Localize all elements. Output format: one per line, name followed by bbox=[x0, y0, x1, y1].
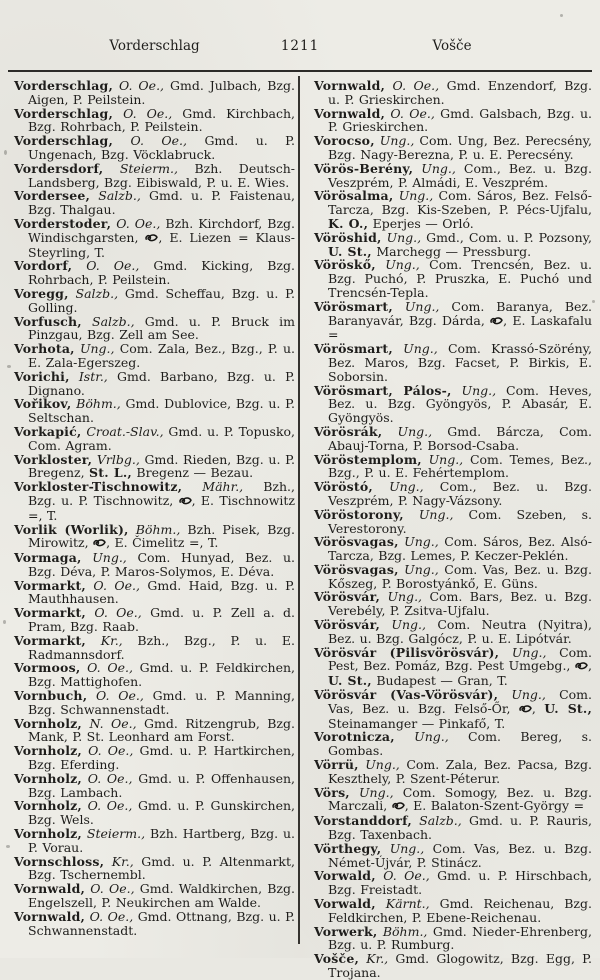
entry-region: O. Oe., bbox=[80, 660, 133, 676]
entry-region: Ung., bbox=[380, 617, 426, 633]
entry-headword: Vornwald, bbox=[14, 908, 86, 924]
entry-headword: Vorwerk, bbox=[314, 923, 378, 939]
entry-text: Gmd. u. P. Ungenach, Bzg. Vöcklabruck. bbox=[28, 133, 296, 162]
entry-headword: Vornschloss, bbox=[14, 853, 105, 869]
entry-text: Com. Heves, Bez. u. Bzg. Gyöngyös, P. Abasár, E. Gyöngyös. bbox=[328, 382, 593, 426]
gazetteer-entry bbox=[14, 551, 295, 579]
entry-text: Gmd. Waldkirchen, Bzg. Engelszell, P. Neukirchen am Walde. bbox=[28, 881, 295, 911]
entry-headword: Vošče, bbox=[314, 951, 360, 967]
entry-headword: Vörösvár, bbox=[314, 617, 381, 633]
entry-region: Böhm., bbox=[377, 923, 428, 939]
gazetteer-entry bbox=[314, 134, 592, 162]
entry-text: Bzh. Hartberg, Bzg. u. P. Vorau. bbox=[28, 826, 295, 855]
entry-headword: U. St., bbox=[328, 243, 372, 259]
gazetteer-entry bbox=[14, 606, 295, 634]
entry-region: O. Oe., bbox=[82, 798, 133, 814]
entry-region: Ung., bbox=[374, 133, 415, 149]
entry-headword: Vornholz, bbox=[14, 743, 82, 759]
posthorn-icon bbox=[93, 537, 106, 551]
entry-region: Ung., bbox=[380, 589, 423, 605]
entry-text: Gmd. u. P. Feldkirchen, Bzg. Mattighofen. bbox=[28, 660, 295, 690]
entry-text: Gmd. u. P. Faistenau, Bzg. Thalgau. bbox=[28, 188, 295, 218]
entry-region: Ung., bbox=[393, 188, 434, 204]
entry-headword: Vorderschlag, bbox=[14, 133, 114, 149]
entry-text: Com., Bez. u. Bzg. Veszprém, P. Nagy-Vázsony. bbox=[328, 479, 592, 508]
entry-region: Salzb., bbox=[81, 313, 135, 329]
entry-headword: Vörösmart, Pálos-, bbox=[314, 382, 452, 398]
entry-text: Marchegg — Pressburg. bbox=[371, 243, 532, 259]
entry-region: O. Oe., bbox=[113, 105, 173, 121]
entry-region: O. Oe., bbox=[375, 868, 430, 884]
entry-text: Com. Neutra (Nyitra), Bez. u. Bzg. Galgócz, P. u. E. Lipótvár. bbox=[328, 617, 592, 646]
gazetteer-entry bbox=[14, 634, 295, 662]
gazetteer-entry bbox=[14, 910, 295, 938]
entry-headword: Vordersee, bbox=[14, 188, 91, 204]
entry-headword: Vorkloster, bbox=[14, 451, 93, 467]
entry-headword: Vormoos, bbox=[14, 660, 81, 676]
entry-headword: Vörösvár (Vas-Vörösvár), bbox=[314, 687, 499, 703]
entry-region: O. Oe., bbox=[85, 908, 134, 924]
entry-headword: Vorstanddorf, bbox=[314, 813, 412, 829]
entry-text: Gmd. Bárcza, Com. Abauj-Torna, P. Borsod-Csaba. bbox=[328, 423, 592, 453]
column-divider-rule bbox=[298, 76, 300, 944]
entry-text: Gmd. Glogowitz, Bzg. Egg, P. Trojana. bbox=[328, 951, 592, 980]
gazetteer-entry bbox=[14, 689, 295, 717]
entry-headword: Vormarkt, bbox=[14, 605, 86, 621]
entry-text: Gmd. u. P. Bruck im Pinzgau, Bzg. Zell am See. bbox=[28, 313, 295, 343]
gazetteer-entry bbox=[314, 480, 592, 508]
entry-text: Gmd. Kicking, Bzg. Rohrbach, P. Peilstein. bbox=[28, 258, 295, 288]
entry-headword: Vörösmart, bbox=[314, 341, 393, 357]
gazetteer-entry bbox=[314, 258, 592, 299]
entry-headword: Vorderschlag, bbox=[14, 105, 114, 121]
entry-region: Ung., bbox=[382, 423, 433, 439]
entry-region: Ung., bbox=[372, 479, 424, 495]
gazetteer-entry bbox=[14, 523, 295, 552]
entry-region: Vrlbg., bbox=[92, 451, 140, 467]
gazetteer-entry bbox=[314, 842, 592, 870]
entry-region: Steierm., bbox=[82, 826, 146, 842]
entry-region: O. Oe., bbox=[385, 78, 440, 93]
entry-headword: Vorocso, bbox=[314, 133, 375, 149]
posthorn-icon bbox=[179, 495, 192, 509]
gazetteer-entry bbox=[314, 758, 592, 786]
gazetteer-entry bbox=[14, 370, 295, 398]
gazetteer-entry bbox=[14, 772, 295, 800]
entry-text: Gmd. u. P. Topusko, Com. Agram. bbox=[28, 423, 296, 453]
scan-speck bbox=[6, 845, 10, 848]
gazetteer-entry bbox=[14, 744, 295, 772]
entry-text: Bregenz — Bezau. bbox=[131, 465, 254, 481]
gazetteer-entry bbox=[14, 189, 295, 217]
entry-text: , E. Liezen = Klaus-Steyrling, T. bbox=[28, 229, 296, 260]
entry-text: Bzh., Bzg., P. u. E. Radmannsdorf. bbox=[28, 632, 295, 662]
entry-text: Gmd. Haid, Bzg. u. P. Mauthhausen. bbox=[28, 577, 295, 607]
entry-region: O. Oe., bbox=[87, 688, 144, 704]
gazetteer-entry bbox=[14, 827, 295, 855]
entry-text: , bbox=[531, 700, 545, 716]
entry-headword: Vorkloster-Tischnowitz, bbox=[14, 479, 183, 495]
gazetteer-entry bbox=[14, 79, 295, 107]
entry-headword: Vörösvár (Pilisvörösvár), bbox=[314, 644, 500, 660]
entry-headword: Vormarkt, bbox=[14, 577, 86, 593]
entry-headword: U. St., bbox=[328, 673, 372, 689]
entry-region: O. Oe., bbox=[113, 78, 165, 93]
gazetteer-entry bbox=[314, 925, 592, 953]
entry-region: Ung., bbox=[498, 687, 546, 703]
entry-region: Ung., bbox=[358, 757, 400, 773]
entry-text: Bzh. Kirchdorf, Bzg. Windischgarsten, bbox=[28, 215, 296, 245]
entry-region: Salzb., bbox=[411, 813, 462, 829]
entry-headword: Vornholz, bbox=[14, 798, 82, 814]
entry-text: Com. Pest, Bez. Pomáz, Bzg. Pest Umgebg., bbox=[328, 644, 592, 674]
entry-region: Ung., bbox=[421, 451, 464, 467]
page-number: 1211 bbox=[280, 38, 320, 54]
entry-region: Ung., bbox=[81, 550, 127, 566]
scan-speck bbox=[592, 300, 595, 303]
gazetteer-entry bbox=[314, 535, 592, 563]
entry-region: Ung., bbox=[413, 160, 456, 176]
entry-headword: U. St., bbox=[544, 700, 592, 716]
gazetteer-entry bbox=[314, 453, 592, 481]
entry-headword: Vöröskő, bbox=[314, 257, 376, 273]
gazetteer-entry bbox=[314, 425, 592, 453]
entry-text: Gmd., Com. u. P. Pozsony, bbox=[421, 229, 593, 245]
entry-text: Gmd. u. P. Altenmarkt, Bzg. Tschernembl. bbox=[28, 853, 295, 883]
entry-region: Steierm., bbox=[103, 160, 178, 176]
entry-text: Gmd. Reichenau, Bzg. Feldkirchen, P. Ebene-Reichenau. bbox=[328, 896, 592, 925]
gazetteer-entry bbox=[14, 480, 295, 522]
entry-text: , E. Čimelitz =, T. bbox=[106, 535, 219, 551]
entry-text: Gmd. Nieder-Ehrenberg, Bzg. u. P. Rumburg. bbox=[328, 923, 592, 953]
entry-region: Ung., bbox=[392, 298, 440, 314]
entry-headword: Vorkapić, bbox=[14, 423, 82, 439]
gazetteer-entry bbox=[14, 717, 295, 745]
entry-region: O. Oe., bbox=[85, 577, 140, 593]
entry-region: Ung., bbox=[499, 644, 547, 660]
entry-region: Ung., bbox=[375, 257, 420, 273]
entry-region: O. Oe., bbox=[111, 215, 161, 231]
entry-text: Gmd. u. P. Manning, Bzg. Schwannenstadt. bbox=[28, 688, 295, 717]
gazetteer-entry bbox=[314, 300, 592, 342]
gazetteer-entry bbox=[314, 508, 592, 536]
entry-text: Gmd. Ottnang, Bzg. u. P. Schwannenstadt. bbox=[28, 908, 296, 938]
entry-region: Ung., bbox=[392, 341, 438, 357]
entry-region: Kr., bbox=[85, 632, 123, 648]
entry-region: O. Oe., bbox=[85, 605, 142, 621]
entry-region: Ung., bbox=[74, 341, 115, 357]
entry-headword: Vörs, bbox=[314, 784, 350, 800]
entry-text: Com. Zala, Bez., Bzg., P. u. E. Zala-Egerszeg. bbox=[28, 341, 296, 370]
gazetteer-entry bbox=[14, 342, 295, 370]
scan-speck bbox=[7, 365, 11, 368]
posthorn-icon bbox=[392, 800, 405, 814]
entry-headword: Vornholz, bbox=[14, 715, 82, 731]
entry-text: Gmd. Julbach, Bzg. Aigen, P. Peilstein. bbox=[28, 78, 295, 107]
entry-text: Eperjes — Orló. bbox=[368, 215, 474, 231]
gazetteer-entry bbox=[14, 453, 295, 481]
entry-headword: Vořikov, bbox=[14, 396, 72, 412]
entry-headword: Vöröstemplom, bbox=[314, 451, 422, 467]
entry-text: Gmd. u. P. Gunskirchen, Bzg. Wels. bbox=[28, 798, 296, 828]
entry-text: Gmd. Ritzengrub, Bzg. Mank, P. St. Leonhard am Forst. bbox=[28, 715, 295, 745]
entry-headword: Vorderstoder, bbox=[14, 215, 112, 231]
entry-region: Ung., bbox=[451, 382, 497, 398]
entry-headword: K. O., bbox=[328, 215, 369, 231]
entry-text: Bzh., Bzg. u. P. Tischnowitz, bbox=[28, 479, 295, 508]
entry-headword: Vorotnicza, bbox=[314, 729, 395, 745]
entry-headword: Vornwald, bbox=[314, 105, 386, 121]
gazetteer-entry bbox=[14, 425, 295, 453]
gazetteer-entry bbox=[14, 315, 295, 343]
entry-headword: Vöröshid, bbox=[314, 229, 382, 245]
entry-text: , E. Tischnowitz =, T. bbox=[28, 492, 295, 523]
entry-text: Com. Somogy, Bez. u. Bzg. Marczali, bbox=[328, 784, 592, 814]
entry-headword: Vöröstó, bbox=[314, 479, 373, 495]
header-left-keyword: Vorderschlag bbox=[109, 38, 200, 54]
entry-text: Com. Vas, Bez. u. Bzg. Kőszeg, P. Borostyánkő, E. Güns. bbox=[328, 561, 592, 591]
entry-region: Kr., bbox=[104, 853, 134, 869]
entry-headword: Vörös-Berény, bbox=[314, 160, 414, 176]
entry-text: Com. Baranya, Bez. Baranyavár, Bzg. Dárda, bbox=[328, 298, 592, 328]
gazetteer-entry bbox=[314, 79, 592, 107]
gazetteer-entry bbox=[14, 107, 295, 135]
entry-text: Gmd. Barbano, Bzg. u. P. Dignano. bbox=[28, 368, 295, 398]
gazetteer-entry bbox=[14, 882, 295, 910]
entry-region: Ung., bbox=[381, 229, 422, 245]
gazetteer-entry bbox=[314, 688, 592, 730]
entry-text: Steinamanger — Pinkafő, T. bbox=[328, 715, 506, 731]
entry-region: O. Oe., bbox=[72, 258, 140, 274]
entry-text: Com., Bez. u. Bzg. Veszprém, P. Almádi, E. Veszprém. bbox=[328, 160, 592, 190]
gazetteer-entry bbox=[314, 730, 592, 758]
entry-region: Böhm., bbox=[128, 521, 181, 537]
entry-region: O. Oe., bbox=[113, 133, 187, 149]
entry-headword: Voregg, bbox=[14, 285, 69, 301]
entry-text: Com. Sáros, Bez. Felső-Tarcza, Bzg. Kis-Szeben, P. Pécs-Ujfalu, bbox=[328, 188, 593, 218]
entry-headword: Vörösvagas, bbox=[314, 534, 399, 550]
entry-headword: Vorderschlag, bbox=[14, 78, 114, 93]
gazetteer-entry bbox=[14, 162, 295, 190]
entry-region: Mähr., bbox=[182, 479, 244, 495]
gazetteer-entry bbox=[314, 107, 592, 135]
scan-speck bbox=[3, 620, 6, 624]
entry-region: Kärnt., bbox=[375, 896, 430, 912]
gazetteer-entry bbox=[314, 869, 592, 897]
entry-text: Com. Vas, Bez. u. Bzg. Német-Újvár, P. Stinácz. bbox=[328, 840, 592, 870]
entry-headword: Vordersdorf, bbox=[14, 160, 104, 176]
gazetteer-entry bbox=[14, 397, 295, 425]
entry-headword: Vornholz, bbox=[14, 770, 82, 786]
entry-region: O. Oe., bbox=[82, 743, 134, 759]
entry-headword: Vornholz, bbox=[14, 826, 82, 842]
entry-headword: Vormaga, bbox=[14, 550, 82, 566]
entry-text: Com. Temes, Bez., Bzg., P. u. E. Fehértemplom. bbox=[328, 451, 592, 481]
entry-headword: Vörösalma, bbox=[314, 188, 394, 204]
entry-text: Gmd. u. P. Hirschbach, Bzg. Freistadt. bbox=[328, 868, 593, 898]
gazetteer-entry bbox=[314, 231, 592, 259]
entry-region: Böhm., bbox=[71, 396, 121, 412]
gazetteer-entry bbox=[14, 287, 295, 315]
entry-headword: Vornbuch, bbox=[14, 688, 88, 704]
entry-headword: Vörösmart, bbox=[314, 298, 393, 314]
entry-text: Bzh. Pisek, Bzg. Mirowitz, bbox=[28, 521, 295, 551]
scan-speck bbox=[560, 14, 563, 17]
gazetteer-entry bbox=[14, 799, 295, 827]
entry-text: Com. Sáros, Bez. Alsó-Tarcza, Bzg. Lemes, P. Keczer-Peklén. bbox=[328, 534, 593, 564]
entry-text: Gmd. Dublovice, Bzg. u. P. Seltschan. bbox=[28, 396, 295, 426]
entry-region: Ung., bbox=[398, 534, 439, 550]
entry-text: Com. Zala, Bez. Pacsa, Bzg. Keszthely, P. Szent-Péterur. bbox=[328, 757, 592, 786]
entry-region: Ung., bbox=[381, 840, 425, 856]
entry-headword: Vorfusch, bbox=[14, 313, 82, 329]
entry-headword: Vorwald, bbox=[314, 868, 376, 884]
posthorn-icon bbox=[490, 315, 503, 329]
entry-region: O. Oe., bbox=[85, 881, 135, 897]
entry-text: Com. Hunyad, Bez. u. Bzg. Déva, P. Maros-Solymos, E. Déva. bbox=[28, 550, 296, 579]
entry-headword: Vordorf, bbox=[14, 258, 73, 274]
entry-region: Ung., bbox=[349, 784, 394, 800]
entry-text: Com. Bereg, s. Gombas. bbox=[328, 729, 592, 759]
gazetteer-entry bbox=[14, 579, 295, 607]
entry-headword: St. L., bbox=[89, 465, 132, 481]
entry-headword: Vörthegy, bbox=[314, 840, 382, 856]
gazetteer-entry bbox=[314, 814, 592, 842]
entry-text: Gmd. Kirchbach, Bzg. Rohrbach, P. Peilstein. bbox=[28, 105, 296, 135]
entry-headword: Vorwald, bbox=[314, 896, 376, 912]
entry-text: Gmd. Galsbach, Bzg. u. P. Grieskirchen. bbox=[328, 105, 593, 135]
entry-text: , E. Balaton-Szent-György = bbox=[404, 798, 585, 814]
gazetteer-entry bbox=[314, 384, 592, 425]
entry-headword: Vorlik (Worlik), bbox=[14, 521, 129, 537]
gazetteer-entry bbox=[14, 855, 295, 883]
entry-region: Croat.-Slav., bbox=[81, 423, 164, 439]
entry-text: Bzh. Deutsch-Landsberg, Bzg. Eibiswald, P. u. E. Wies. bbox=[28, 160, 295, 190]
gazetteer-entry bbox=[314, 618, 592, 646]
gazetteer-entry bbox=[314, 897, 592, 925]
entry-text: Com. Bars, Bez. u. Bzg. Verebély, P. Zsitva-Ujfalu. bbox=[328, 589, 592, 619]
entry-text: Gmd. Enzendorf, Bzg. u. P. Grieskirchen. bbox=[328, 78, 592, 107]
gazetteer-entry bbox=[14, 661, 295, 689]
gazetteer-entry bbox=[314, 563, 592, 591]
entry-text: Gmd. u. P. Offenhausen, Bzg. Lambach. bbox=[28, 770, 295, 800]
entry-text: , bbox=[588, 658, 592, 674]
right-column bbox=[314, 79, 592, 980]
posthorn-icon bbox=[575, 660, 588, 674]
entry-text: Budapest — Gran, T. bbox=[371, 673, 508, 689]
entry-headword: Vorichi, bbox=[14, 368, 70, 384]
entry-region: O. Oe., bbox=[82, 770, 133, 786]
entry-headword: Vornwald, bbox=[314, 78, 386, 93]
entry-text: Gmd. Scheffau, Bzg. u. P. Golling. bbox=[28, 285, 296, 315]
entry-region: Istr., bbox=[69, 368, 108, 384]
gazetteer-entry bbox=[14, 134, 295, 162]
entry-headword: Vörösrák, bbox=[314, 423, 383, 439]
entry-text: Gmd. Rieden, Bzg. u. P. Bregenz, bbox=[28, 451, 295, 481]
entry-text: Com. Vas, Bez. u. Bzg. Felső-Őr, bbox=[328, 687, 592, 716]
gazetteer-entry bbox=[314, 952, 592, 980]
entry-region: Salzb., bbox=[90, 188, 141, 204]
entry-headword: Vörösvagas, bbox=[314, 561, 399, 577]
gazetteer-entry bbox=[314, 162, 592, 190]
entry-text: , E. Laskafalu = bbox=[328, 312, 593, 343]
page-header bbox=[0, 38, 600, 56]
entry-text: Gmd. u. P. Zell a. d. Pram, Bzg. Raab. bbox=[28, 605, 296, 635]
entry-text: Com. Krassó-Szörény, Bez. Maros, Bzg. Facset, P. Birkis, E. Soborsin. bbox=[328, 341, 592, 384]
left-column bbox=[14, 79, 295, 937]
entry-region: Kr., bbox=[359, 951, 389, 967]
header-rule bbox=[8, 70, 592, 72]
gazetteer-entry bbox=[314, 786, 592, 815]
posthorn-icon bbox=[145, 232, 158, 246]
entry-text: Gmd. u. P. Hartkirchen, Bzg. Eferding. bbox=[28, 743, 295, 773]
entry-region: Ung., bbox=[398, 561, 439, 577]
entry-text: Com. Szeben, s. Verestorony. bbox=[328, 506, 592, 536]
scan-speck bbox=[4, 150, 7, 155]
entry-text: Gmd. u. P. Rauris, Bzg. Taxenbach. bbox=[328, 813, 592, 843]
entry-region: O. Oe., bbox=[385, 105, 435, 121]
entry-region: N. Oe., bbox=[82, 715, 137, 731]
entry-headword: Vornwald, bbox=[14, 881, 86, 897]
entry-headword: Vorhota, bbox=[14, 341, 75, 357]
entry-text: Com. Trencsén, Bez. u. Bzg. Puchó, P. Pruszka, E. Puchó und Trencsén-Tepla. bbox=[328, 257, 592, 300]
gazetteer-entry bbox=[314, 590, 592, 618]
posthorn-icon bbox=[519, 703, 532, 717]
gazetteer-entry bbox=[14, 259, 295, 287]
entry-region: Salzb., bbox=[68, 285, 119, 301]
gazetteer-entry bbox=[14, 217, 295, 259]
entry-headword: Vörösvár, bbox=[314, 589, 381, 605]
entry-headword: Vörrü, bbox=[314, 757, 359, 773]
entry-region: Ung., bbox=[403, 506, 454, 522]
entry-headword: Vormarkt, bbox=[14, 632, 86, 648]
gazetteer-entry bbox=[314, 342, 592, 383]
gazetteer-entry bbox=[314, 646, 592, 688]
gazetteer-entry bbox=[314, 189, 592, 230]
entry-text: Com. Ung, Bez. Perecsény, Bzg. Nagy-Berezna, P. u. E. Perecsény. bbox=[328, 133, 593, 162]
header-right-keyword: Vošče bbox=[432, 38, 472, 54]
entry-headword: Vöröstorony, bbox=[314, 506, 404, 522]
entry-region: Ung., bbox=[394, 729, 449, 745]
